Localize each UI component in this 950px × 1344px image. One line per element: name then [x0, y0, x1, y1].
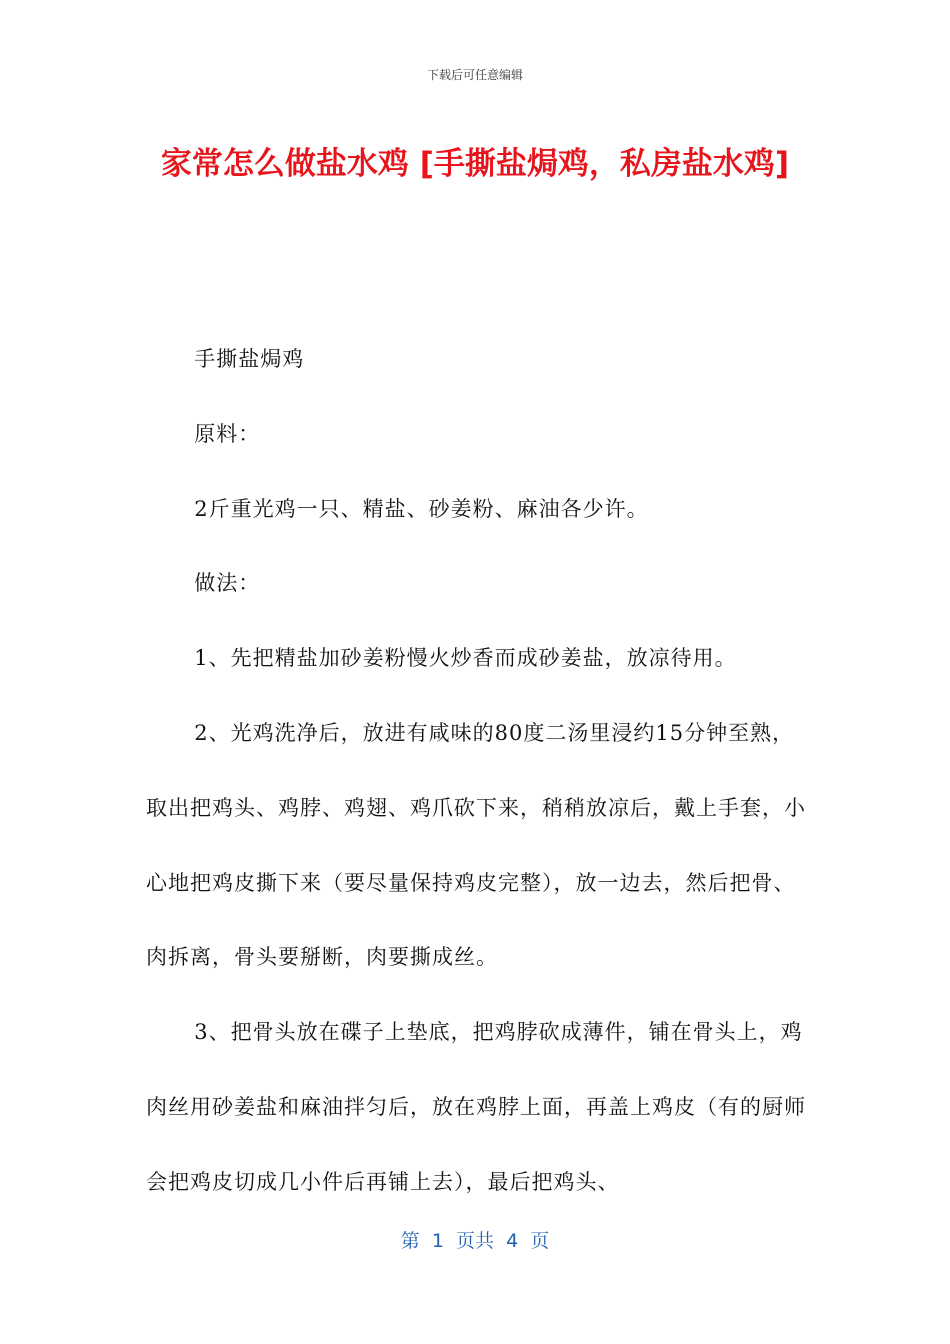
paragraph: 1、先把精盐加砂姜粉慢火炒香而成砂姜盐，放凉待用。 — [194, 646, 737, 671]
document-body — [146, 322, 814, 1220]
paragraph: 手撕盐焗鸡 — [194, 347, 305, 371]
page-indicator: 第 1 页共 4 页 — [400, 1230, 550, 1252]
header-note: 下载后可任意编辑 — [426, 68, 523, 82]
paragraph: 3、把骨头放在碟子上垫底，把鸡脖砍成薄件，铺在骨头上，鸡肉丝用砂姜盐和麻油拌匀后，放在鸡脖上面，再盖上鸡皮（有的厨师会把鸡皮切成几小件后再铺上去），最后把鸡头、 — [146, 1020, 806, 1194]
document-title: 家常怎么做盐水鸡 [手撕盐焗鸡，私房盐水鸡] — [160, 146, 790, 182]
paragraph: 做法： — [194, 571, 261, 596]
paragraph: 2、光鸡洗净后，放进有咸味的80度二汤里浸约15分钟至熟，取出把鸡头、鸡脖、鸡翅、鸡爪砍下来，稍稍放凉后，戴上手套，小心地把鸡皮撕下来（要尽量保持鸡皮完整），放一边去，然后把骨、肉拆离，骨头要掰断，肉要撕成丝。 — [146, 720, 806, 970]
paragraph: 原料： — [194, 421, 261, 446]
paragraph: 2斤重光鸡一只、精盐、砂姜粉、麻油各少许。 — [194, 496, 649, 521]
